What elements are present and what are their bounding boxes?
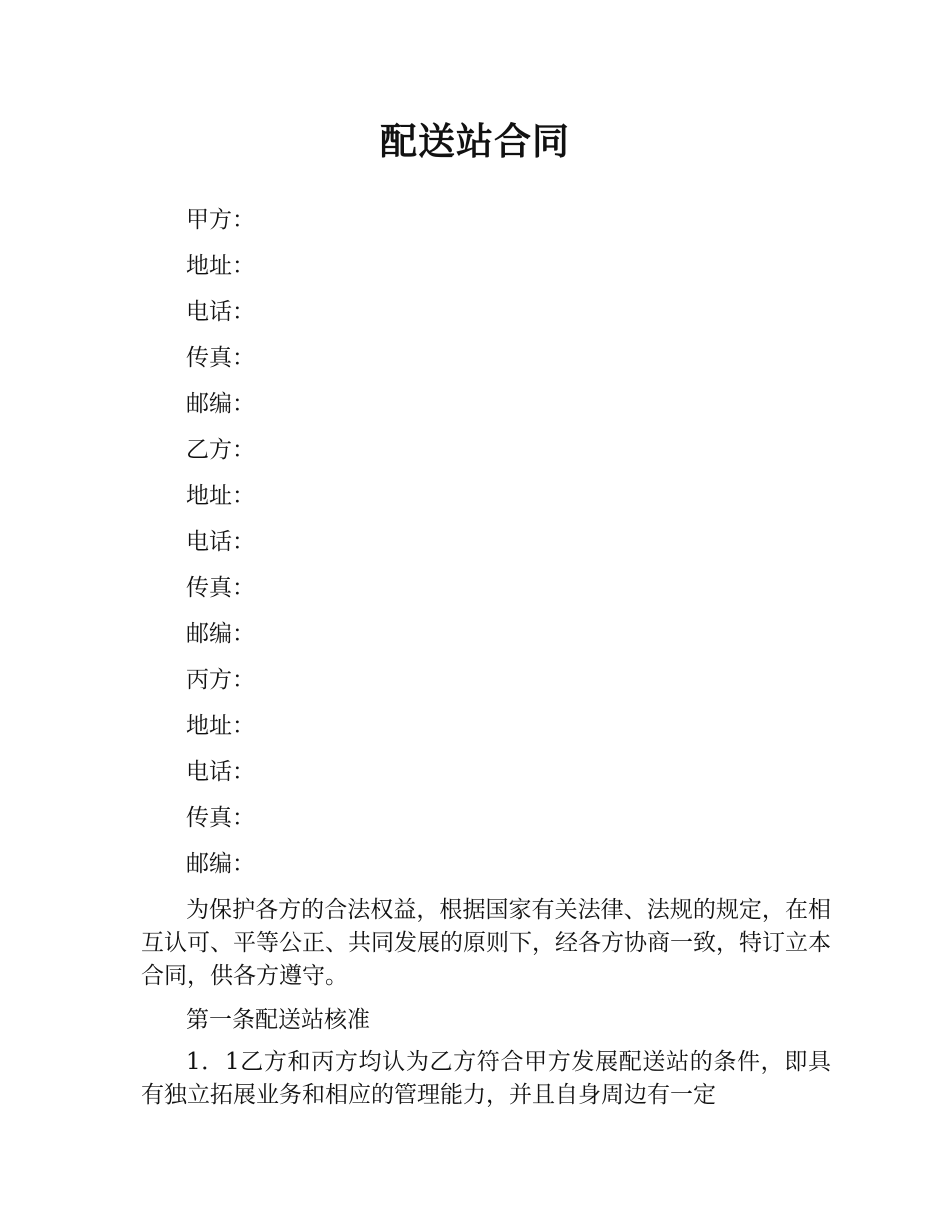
preamble-paragraph: 为保护各方的合法权益，根据国家有关法律、法规的规定，在相互认可、平等公正、共同发展的原则下，经各方协商一致，特订立本合同，供各方遵守。 — [141, 897, 831, 989]
party-c-phone-label: 电话： — [186, 759, 255, 785]
party-b-fax-label: 传真： — [186, 575, 255, 601]
clause-1-1-paragraph: 1．1乙方和丙方均认为乙方符合甲方发展配送站的条件，即具有独立拓展业务和相应的管理能力，并且自身周边有一定 — [141, 1049, 831, 1108]
party-b-label: 乙方： — [186, 437, 255, 463]
party-b-phone-label: 电话： — [186, 529, 255, 555]
party-a-label: 甲方： — [186, 207, 255, 233]
party-b-postcode-label: 邮编： — [186, 621, 255, 647]
party-c-fax-label: 传真： — [186, 805, 255, 831]
party-c-postcode-label: 邮编： — [186, 851, 255, 877]
party-b-address-label: 地址： — [186, 483, 255, 509]
party-a-postcode-label: 邮编： — [186, 391, 255, 417]
article-1-heading: 第一条配送站核准 — [186, 1007, 370, 1033]
party-a-phone-label: 电话： — [186, 299, 255, 325]
party-a-fax-label: 传真： — [186, 345, 255, 371]
party-a-address-label: 地址： — [186, 253, 255, 279]
party-c-label: 丙方： — [186, 667, 255, 693]
party-c-address-label: 地址： — [186, 713, 255, 739]
document-title: 配送站合同 — [380, 120, 570, 163]
